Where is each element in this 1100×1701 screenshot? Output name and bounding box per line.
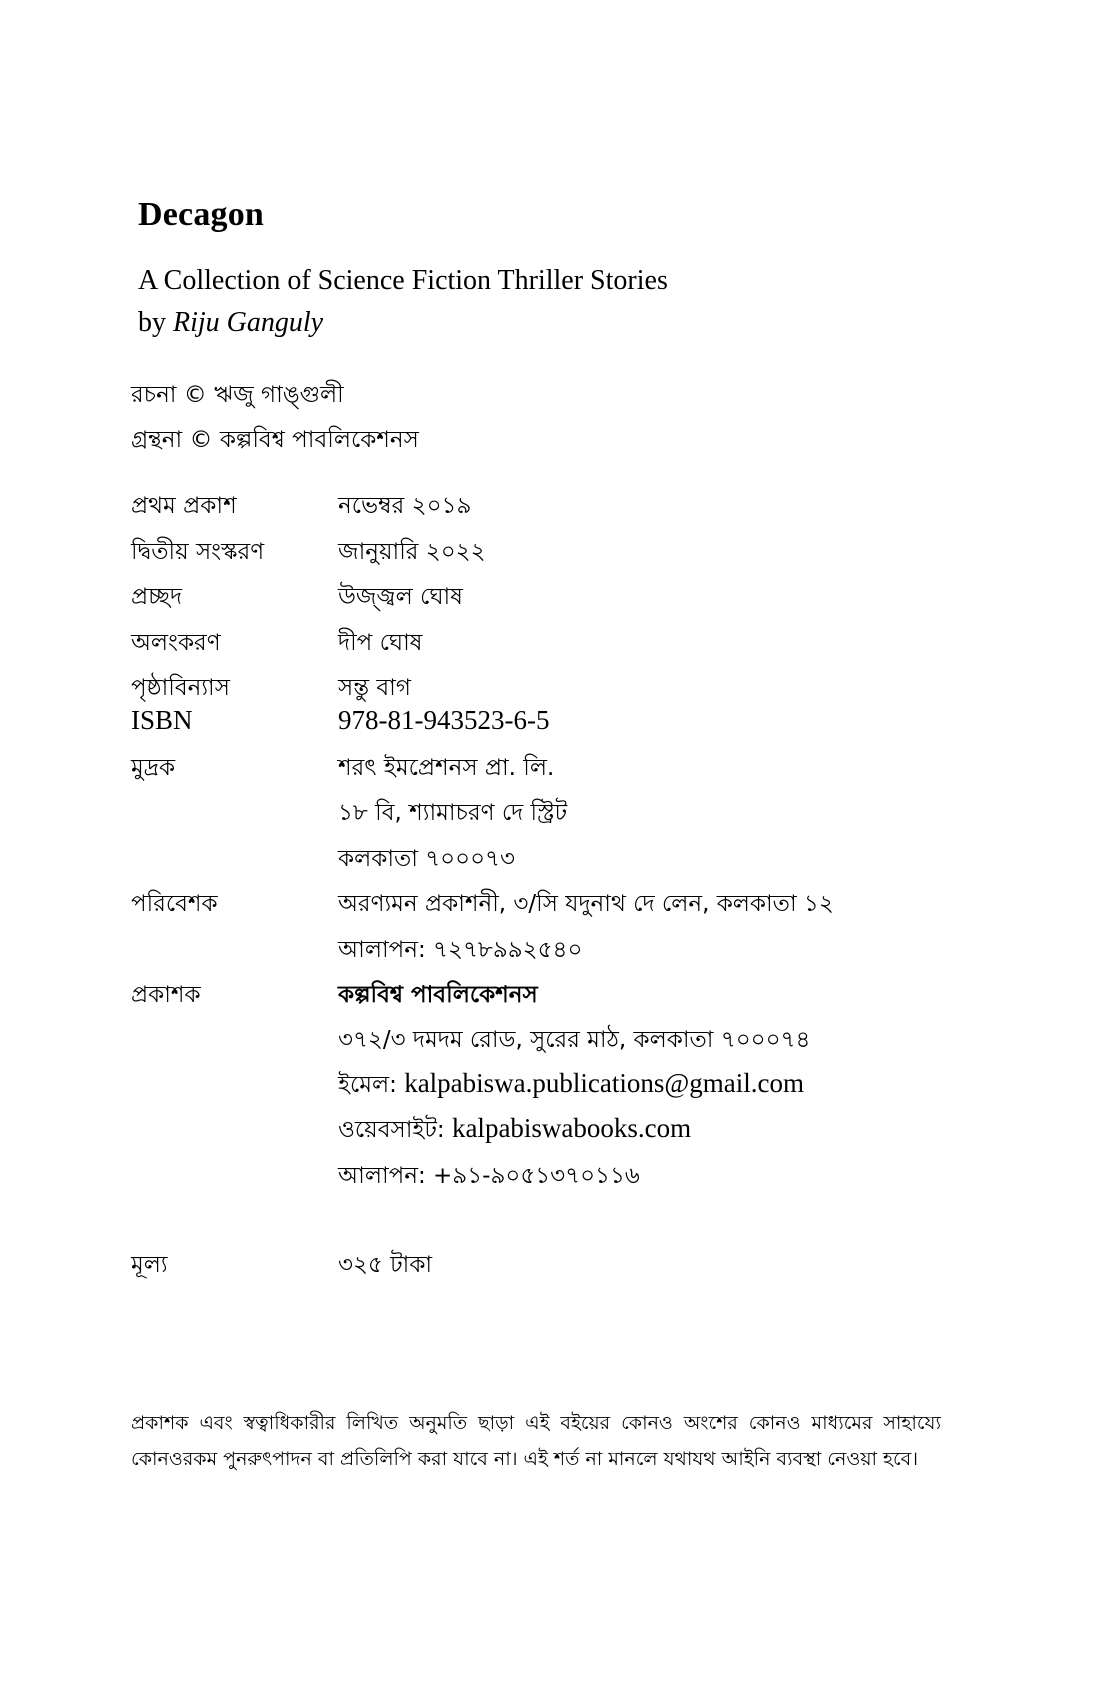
first-edition-value: নভেম্বর ২০১৯ (338, 493, 472, 519)
publisher-website (338, 1111, 691, 1150)
publisher-name: কল্পবিশ্ব পাবলিকেশনস (338, 982, 538, 1008)
distributor-line: আলাপন: ৭২৭৮৯৯২৫৪০ (338, 937, 583, 963)
isbn-value: 978-81-943523-6-5 (338, 705, 550, 735)
price-value: ৩২৫ টাকা (338, 1252, 433, 1278)
printer-line: কলকাতা ৭০০০৭৩ (338, 846, 515, 872)
first-edition-label: প্রথম প্রকাশ (131, 493, 237, 519)
isbn-label: ISBN (131, 705, 193, 735)
layout-value: সন্তু বাগ (338, 675, 411, 701)
illustration-value: দীপ ঘোষ (338, 630, 423, 656)
cover-value: উজ্জ্বল ঘোষ (338, 584, 463, 610)
second-edition-value: জানুয়ারি ২০২২ (338, 539, 486, 565)
email-label: ইমেল: (338, 1072, 405, 1098)
publisher-address: ৩৭২/৩ দমদম রোড, সুরের মাঠ, কলকাতা ৭০০০৭৪ (338, 1027, 811, 1053)
website-label: ওয়েবসাইট: (338, 1117, 452, 1143)
author-byline (138, 307, 323, 339)
cover-label: প্রচ্ছদ (131, 584, 183, 610)
email-address: kalpabiswa.publications@gmail.com (404, 1068, 804, 1098)
by-label: by (138, 307, 166, 338)
book-title: Decagon (138, 196, 265, 233)
publisher-email (338, 1066, 804, 1105)
book-subtitle: A Collection of Science Fiction Thriller Stories (138, 265, 668, 296)
publisher-phone: আলাপন: +৯১-৯০৫১৩৭০১১৬ (338, 1163, 640, 1189)
printer-label: মুদ্রক (131, 755, 176, 781)
author-name: Riju Ganguly (173, 307, 324, 338)
price-label: মূল্য (131, 1252, 168, 1278)
illustration-label: অলংকরণ (131, 630, 221, 656)
layout-label: পৃষ্ঠাবিন্যাস (131, 675, 230, 701)
book-copyright: গ্রন্থনা © কল্পবিশ্ব পাবলিকেশনস (131, 427, 419, 453)
printer-line: শরৎ ইমপ্রেশনস প্রা. লি. (338, 755, 555, 781)
second-edition-label: দ্বিতীয় সংস্করণ (131, 539, 265, 565)
distributor-line: অরণ্যমন প্রকাশনী, ৩/সি যদুনাথ দে লেন, কলকাতা ১২ (338, 891, 834, 917)
website-url: kalpabiswabooks.com (451, 1113, 692, 1143)
distributor-label: পরিবেশক (131, 891, 218, 917)
publisher-label: প্রকাশক (131, 982, 201, 1008)
story-copyright: রচনা © ঋজু গাঙ্গুলী (131, 382, 344, 408)
printer-line: ১৮ বি, শ্যামাচরণ দে স্ট্রিট (338, 800, 568, 826)
copyright-notice: প্রকাশক এবং স্বত্বাধিকারীর লিখিত অনুমতি ছাড়া এই বইয়ের কোনও অংশের কোনও মাধ্যমের সাহায্যে কোনওরকম পুনরুৎপাদন বা প্রতিলিপি করা যাবে না। এই শর্ত না মানলে যথাযথ আইনি ব্যবস্থা নেওয়া হবে। (131, 1412, 941, 1470)
